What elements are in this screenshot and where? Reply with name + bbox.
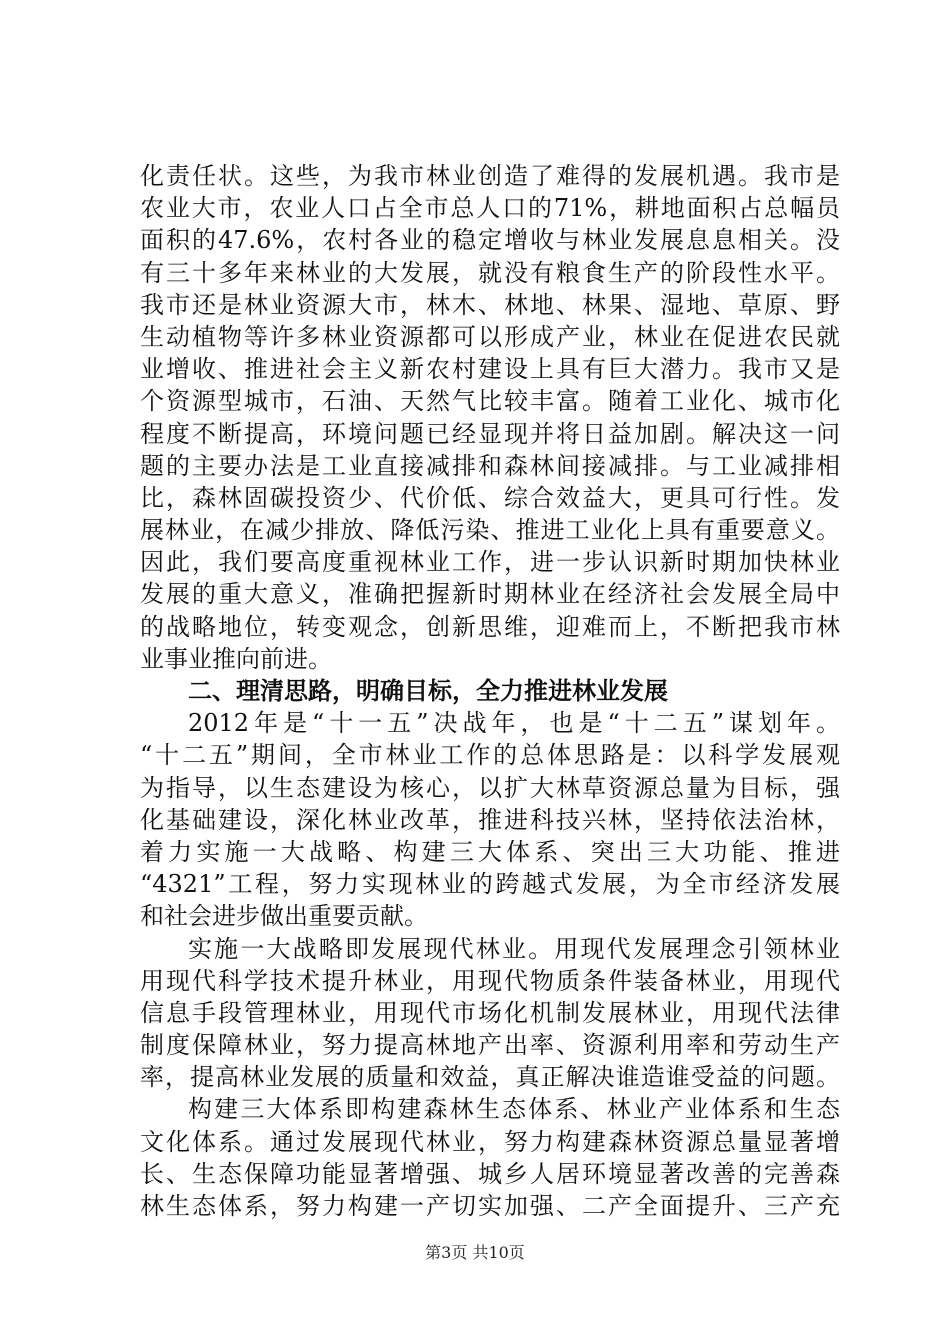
- text-line: 因此，我们要高度重视林业工作，进一步认识新时期加快林业: [140, 548, 840, 577]
- text-line: 展林业，在减少排放、降低污染、推进工业化上具有重要意义。: [140, 516, 840, 545]
- text-line: 面积的47.6%，农村各业的稳定增收与林业发展息息相关。没: [140, 226, 840, 255]
- text-line: 制度保障林业，努力提高林地产出率、资源利用率和劳动生产: [140, 1031, 840, 1060]
- text-line: 我市还是林业资源大市，林木、林地、林果、湿地、草原、野: [140, 290, 840, 319]
- text-line: 文化体系。通过发展现代林业，努力构建森林资源总量显著增: [140, 1127, 840, 1156]
- text-line: 实施一大战略即发展现代林业。用现代发展理念引领林业: [188, 934, 840, 963]
- text-line: 为指导，以生态建设为核心，以扩大林草资源总量为目标，强: [140, 773, 840, 802]
- text-line: 长、生态保障功能显著增强、城乡人居环境显著改善的完善森: [140, 1159, 840, 1188]
- text-line: 业事业推向前进。: [140, 644, 332, 673]
- body-text: [140, 160, 840, 1222]
- text-line: 发展的重大意义，准确把握新时期林业在经济社会发展全局中: [140, 580, 840, 609]
- text-line: 和社会进步做出重要贡献。: [140, 902, 428, 931]
- text-line: 题的主要办法是工业直接减排和森林间接减排。与工业减排相: [140, 451, 840, 480]
- text-line: “4321”工程，努力实现林业的跨越式发展，为全市经济发展: [140, 870, 840, 899]
- text-line: 2012年是“十一五”决战年，也是“十二五”谋划年。: [188, 709, 840, 738]
- text-line: 着力实施一大战略、构建三大体系、突出三大功能、推进: [140, 837, 840, 866]
- text-line: 信息手段管理林业，用现代市场化机制发展林业，用现代法律: [140, 998, 840, 1027]
- text-line: 化责任状。这些，为我市林业创造了难得的发展机遇。我市是: [140, 162, 840, 190]
- text-line: 比，森林固碳投资少、代价低、综合效益大，更具可行性。发: [140, 483, 840, 512]
- text-line: 化基础建设，深化林业改革，推进科技兴林，坚持依法治林，: [140, 805, 840, 834]
- text-line: 率，提高林业发展的质量和效益，真正解决谁造谁受益的问题。: [140, 1063, 840, 1092]
- text-line: 的战略地位，转变观念，创新思维，迎难而上，不断把我市林: [140, 612, 840, 641]
- text-line: 个资源型城市，石油、天然气比较丰富。随着工业化、城市化: [140, 387, 840, 416]
- text-line: 程度不断提高，环境问题已经显现并将日益加剧。解决这一问: [140, 419, 840, 448]
- text-line: 农业大市，农业人口占全市总人口的71%，耕地面积占总幅员: [140, 194, 840, 223]
- page-number-footer: 第3页 共10页: [425, 1243, 525, 1262]
- text-line: 构建三大体系即构建森林生态体系、林业产业体系和生态: [188, 1095, 840, 1124]
- section-heading: 二、理清思路，明确目标，全力推进林业发展: [188, 677, 668, 705]
- text-line: 林生态体系，努力构建一产切实加强、二产全面提升、三产充: [140, 1192, 840, 1220]
- text-line: 用现代科学技术提升林业，用现代物质条件装备林业，用现代: [140, 966, 840, 995]
- text-line: 生动植物等许多林业资源都可以形成产业，林业在促进农民就: [140, 322, 840, 351]
- text-line: “十二五”期间，全市林业工作的总体思路是：以科学发展观: [140, 741, 840, 770]
- text-line: 有三十多年来林业的大发展，就没有粮食生产的阶段性水平。: [140, 258, 840, 287]
- text-line: 业增收、推进社会主义新农村建设上具有巨大潜力。我市又是: [140, 355, 840, 384]
